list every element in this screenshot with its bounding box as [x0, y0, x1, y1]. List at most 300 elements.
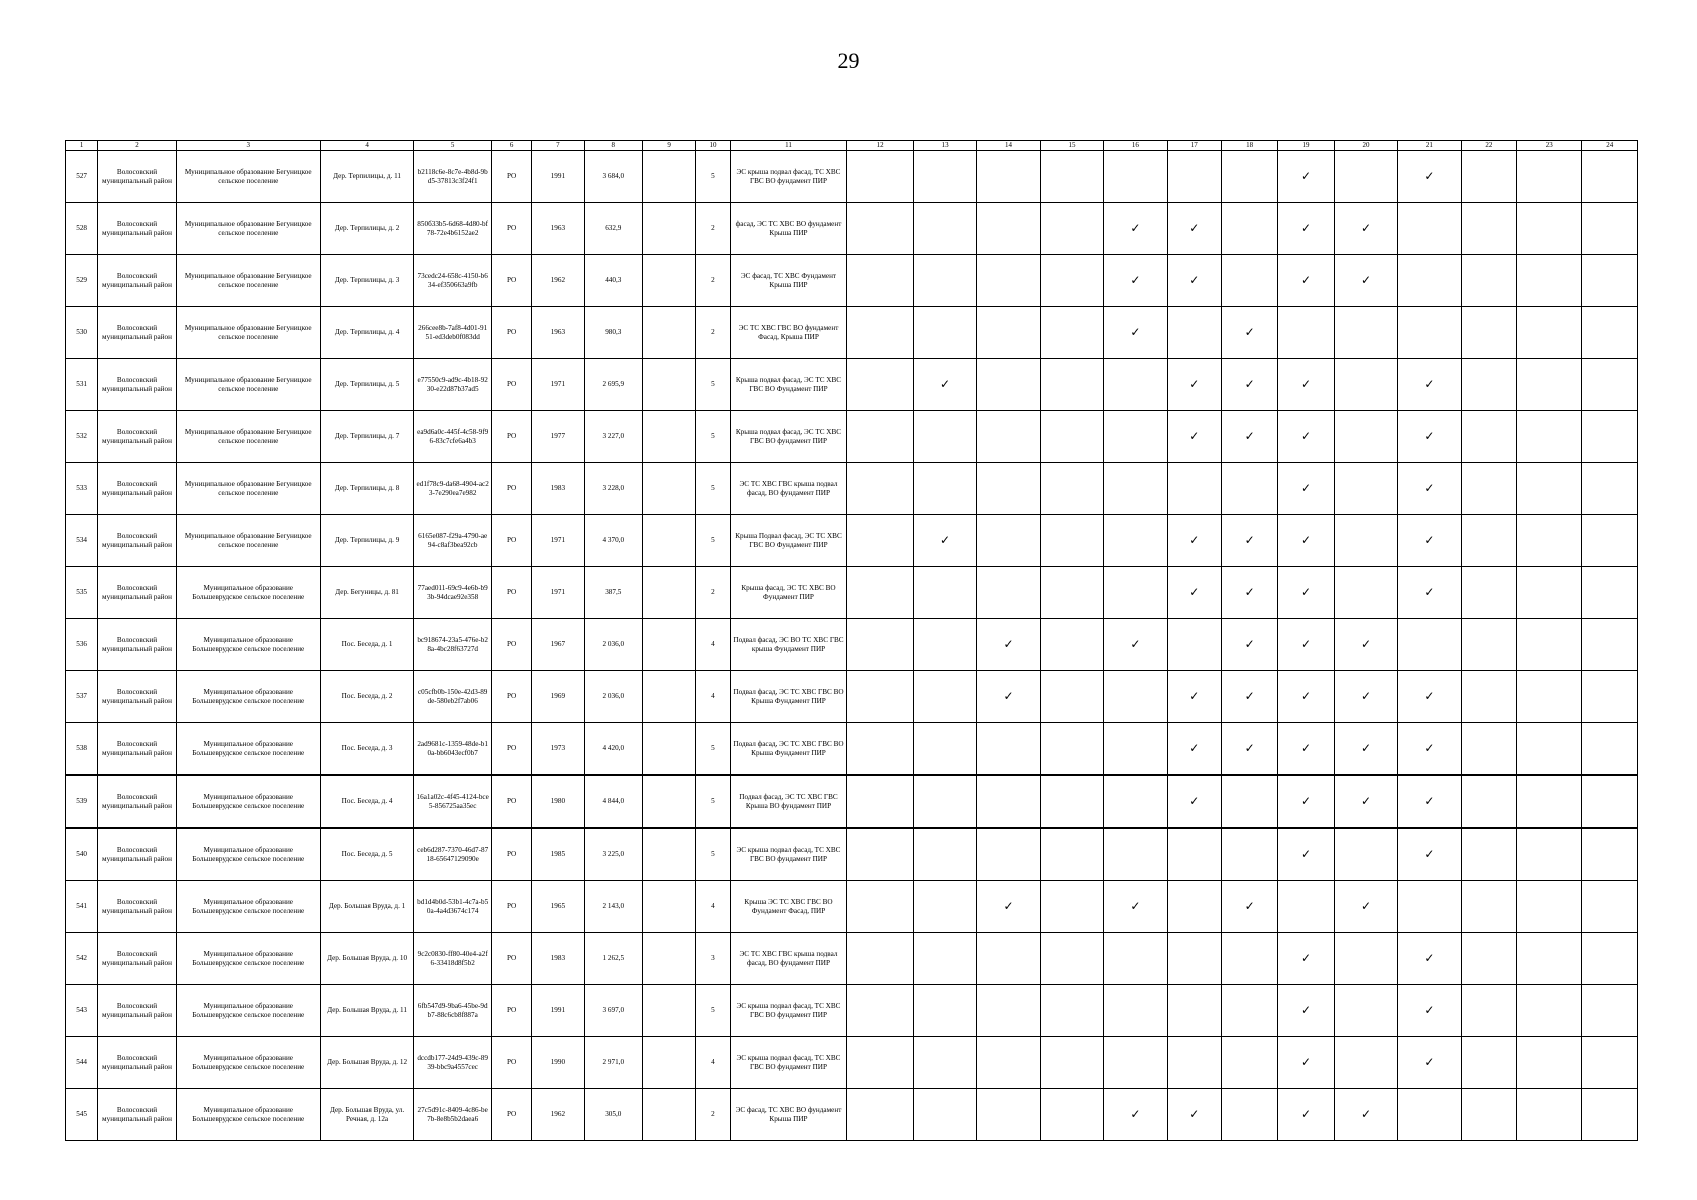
empty-cell — [1461, 619, 1516, 671]
cell-col-2: Волосовский муниципальный район — [98, 307, 177, 359]
empty-cell — [913, 567, 976, 619]
cell-col-1: 537 — [66, 671, 98, 723]
cell-col-8: 3 697,0 — [584, 985, 642, 1037]
check-mark-icon: ✓ — [1398, 151, 1461, 203]
check-mark-icon: ✓ — [977, 881, 1040, 933]
column-header-8: 8 — [584, 141, 642, 151]
empty-cell — [1167, 985, 1221, 1037]
cell-col-2: Волосовский муниципальный район — [98, 515, 177, 567]
empty-cell — [847, 203, 913, 255]
cell-col-6: РО — [491, 307, 531, 359]
cell-col-5: ed1f78c9-da68-4904-ac23-7e290ea7e982 — [414, 463, 492, 515]
check-mark-icon: ✓ — [1398, 411, 1461, 463]
page-number: 29 — [837, 48, 860, 73]
cell-col-10: 5 — [696, 775, 730, 828]
empty-cell — [1461, 411, 1516, 463]
table-row — [66, 723, 1638, 776]
column-header-7: 7 — [532, 141, 584, 151]
cell-col-8: 2 971,0 — [584, 1037, 642, 1089]
column-header-6: 6 — [491, 141, 531, 151]
check-mark-icon: ✓ — [1221, 881, 1277, 933]
empty-cell — [1167, 881, 1221, 933]
check-mark-icon: ✓ — [1398, 828, 1461, 881]
check-mark-icon: ✓ — [1221, 359, 1277, 411]
cell-col-11: Крыша ЭС ТС ХВС ГВС ВО Фундамент Фасад, ПИР — [730, 881, 847, 933]
empty-cell — [1461, 203, 1516, 255]
empty-cell — [1398, 203, 1461, 255]
cell-col-4: Дер. Бегуницы, д. 81 — [320, 567, 414, 619]
cell-col-3: Муниципальное образование Бегуницкое сельское поселение — [176, 463, 320, 515]
empty-cell — [1167, 1037, 1221, 1089]
cell-col-3: Муниципальное образование Большеврудское сельское поселение — [176, 619, 320, 671]
empty-cell — [977, 985, 1040, 1037]
check-mark-icon: ✓ — [1167, 255, 1221, 307]
cell-col-11: фасад, ЭС ТС ХВС ВО фундамент Крыша ПИР — [730, 203, 847, 255]
buildings-table — [65, 140, 1638, 1141]
table-row — [66, 828, 1638, 881]
empty-cell — [1582, 255, 1638, 307]
cell-col-5: bc918674-23a5-476e-b28a-4bc28f63727d — [414, 619, 492, 671]
empty-cell — [1517, 359, 1582, 411]
empty-cell — [642, 881, 695, 933]
cell-col-10: 2 — [696, 307, 730, 359]
empty-cell — [642, 203, 695, 255]
check-mark-icon: ✓ — [1167, 1089, 1221, 1141]
cell-col-10: 5 — [696, 985, 730, 1037]
check-mark-icon: ✓ — [1334, 1089, 1397, 1141]
cell-col-8: 3 225,0 — [584, 828, 642, 881]
cell-col-1: 542 — [66, 933, 98, 985]
cell-col-4: Пос. Беседа, д. 4 — [320, 775, 414, 828]
column-header-22: 22 — [1461, 141, 1516, 151]
cell-col-10: 2 — [696, 567, 730, 619]
cell-col-3: Муниципальное образование Большеврудское сельское поселение — [176, 881, 320, 933]
cell-col-3: Муниципальное образование Большеврудское сельское поселение — [176, 775, 320, 828]
cell-col-7: 1983 — [532, 933, 584, 985]
empty-cell — [1278, 881, 1334, 933]
empty-cell — [977, 1037, 1040, 1089]
empty-cell — [913, 411, 976, 463]
cell-col-5: 16a1a02c-4f45-4124-bce5-856725aa35ec — [414, 775, 492, 828]
empty-cell — [1582, 775, 1638, 828]
cell-col-1: 527 — [66, 151, 98, 203]
check-mark-icon: ✓ — [1398, 1037, 1461, 1089]
cell-col-11: Подвал фасад, ЭС ТС ХВС ГВС ВО Крыша Фундамент ПИР — [730, 671, 847, 723]
column-header-4: 4 — [320, 141, 414, 151]
column-header-3: 3 — [176, 141, 320, 151]
empty-cell — [847, 985, 913, 1037]
cell-col-11: ЭС ТС ХВС ГВС крыша подвал фасад, ВО фундамент ПИР — [730, 463, 847, 515]
check-mark-icon: ✓ — [1398, 671, 1461, 723]
cell-col-7: 1991 — [532, 151, 584, 203]
column-header-13: 13 — [913, 141, 976, 151]
cell-col-5: 6165e087-f29a-4790-ae94-c8af3bea92cb — [414, 515, 492, 567]
column-number-row — [66, 141, 1638, 151]
empty-cell — [977, 151, 1040, 203]
empty-cell — [1334, 985, 1397, 1037]
empty-cell — [642, 775, 695, 828]
cell-col-4: Дер. Большая Вруда, д. 1 — [320, 881, 414, 933]
empty-cell — [1582, 1089, 1638, 1141]
empty-cell — [642, 828, 695, 881]
empty-cell — [913, 307, 976, 359]
check-mark-icon: ✓ — [1104, 203, 1167, 255]
empty-cell — [1334, 307, 1397, 359]
cell-col-6: РО — [491, 411, 531, 463]
cell-col-2: Волосовский муниципальный район — [98, 671, 177, 723]
empty-cell — [1104, 775, 1167, 828]
cell-col-6: РО — [491, 933, 531, 985]
cell-col-1: 541 — [66, 881, 98, 933]
empty-cell — [1040, 1089, 1103, 1141]
cell-col-5: e77550c9-ad9c-4b18-9230-e22d87b37ad5 — [414, 359, 492, 411]
empty-cell — [1167, 463, 1221, 515]
empty-cell — [1334, 933, 1397, 985]
cell-col-10: 4 — [696, 619, 730, 671]
cell-col-2: Волосовский муниципальный район — [98, 255, 177, 307]
cell-col-7: 1971 — [532, 567, 584, 619]
check-mark-icon: ✓ — [1278, 985, 1334, 1037]
empty-cell — [1461, 671, 1516, 723]
empty-cell — [913, 1037, 976, 1089]
cell-col-11: ЭС фасад, ТС ХВС Фундамент Крыша ПИР — [730, 255, 847, 307]
empty-cell — [642, 985, 695, 1037]
check-mark-icon: ✓ — [1167, 515, 1221, 567]
cell-col-7: 1971 — [532, 515, 584, 567]
empty-cell — [1398, 307, 1461, 359]
empty-cell — [847, 619, 913, 671]
empty-cell — [1517, 463, 1582, 515]
cell-col-1: 534 — [66, 515, 98, 567]
empty-cell — [1104, 723, 1167, 776]
column-header-17: 17 — [1167, 141, 1221, 151]
cell-col-1: 529 — [66, 255, 98, 307]
empty-cell — [1040, 671, 1103, 723]
cell-col-11: Подвал фасад, ЭС ТС ХВС ГВС ВО Крыша Фундамент ПИР — [730, 723, 847, 776]
empty-cell — [1104, 463, 1167, 515]
cell-col-3: Муниципальное образование Большеврудское сельское поселение — [176, 567, 320, 619]
empty-cell — [1221, 775, 1277, 828]
check-mark-icon: ✓ — [1104, 881, 1167, 933]
cell-col-6: РО — [491, 671, 531, 723]
check-mark-icon: ✓ — [1221, 723, 1277, 776]
column-header-5: 5 — [414, 141, 492, 151]
check-mark-icon: ✓ — [1398, 723, 1461, 776]
cell-col-11: ЭС крыша подвал фасад, ТС ХВС ГВС ВО фундамент ПИР — [730, 1037, 847, 1089]
check-mark-icon: ✓ — [913, 515, 976, 567]
empty-cell — [1040, 828, 1103, 881]
check-mark-icon: ✓ — [1334, 671, 1397, 723]
empty-cell — [977, 203, 1040, 255]
empty-cell — [1104, 828, 1167, 881]
empty-cell — [977, 723, 1040, 776]
check-mark-icon: ✓ — [1278, 1089, 1334, 1141]
cell-col-7: 1969 — [532, 671, 584, 723]
cell-col-8: 632,9 — [584, 203, 642, 255]
column-header-1: 1 — [66, 141, 98, 151]
cell-col-6: РО — [491, 151, 531, 203]
cell-col-2: Волосовский муниципальный район — [98, 1089, 177, 1141]
cell-col-2: Волосовский муниципальный район — [98, 985, 177, 1037]
empty-cell — [1582, 463, 1638, 515]
empty-cell — [1517, 1037, 1582, 1089]
check-mark-icon: ✓ — [1104, 619, 1167, 671]
cell-col-3: Муниципальное образование Бегуницкое сельское поселение — [176, 411, 320, 463]
cell-col-3: Муниципальное образование Бегуницкое сельское поселение — [176, 515, 320, 567]
cell-col-7: 1963 — [532, 307, 584, 359]
check-mark-icon: ✓ — [1278, 567, 1334, 619]
check-mark-icon: ✓ — [1398, 515, 1461, 567]
cell-col-6: РО — [491, 515, 531, 567]
empty-cell — [642, 933, 695, 985]
cell-col-8: 3 684,0 — [584, 151, 642, 203]
empty-cell — [1040, 515, 1103, 567]
cell-col-5: ceb6d287-7370-46d7-8718-65647129090e — [414, 828, 492, 881]
check-mark-icon: ✓ — [1278, 619, 1334, 671]
empty-cell — [847, 1089, 913, 1141]
cell-col-1: 528 — [66, 203, 98, 255]
check-mark-icon: ✓ — [1221, 567, 1277, 619]
table-row — [66, 567, 1638, 619]
cell-col-1: 545 — [66, 1089, 98, 1141]
cell-col-11: ЭС крыша подвал фасад, ТС ХВС ГВС ВО фундамент ПИР — [730, 985, 847, 1037]
empty-cell — [913, 881, 976, 933]
check-mark-icon: ✓ — [1278, 203, 1334, 255]
empty-cell — [1040, 775, 1103, 828]
cell-col-4: Дер. Терпилицы, д. 5 — [320, 359, 414, 411]
cell-col-8: 2 695,9 — [584, 359, 642, 411]
cell-col-2: Волосовский муниципальный район — [98, 359, 177, 411]
column-header-14: 14 — [977, 141, 1040, 151]
empty-cell — [1334, 359, 1397, 411]
cell-col-10: 4 — [696, 671, 730, 723]
cell-col-3: Муниципальное образование Бегуницкое сельское поселение — [176, 359, 320, 411]
empty-cell — [1334, 567, 1397, 619]
cell-col-10: 5 — [696, 359, 730, 411]
empty-cell — [1517, 985, 1582, 1037]
cell-col-3: Муниципальное образование Большеврудское сельское поселение — [176, 723, 320, 776]
empty-cell — [1167, 307, 1221, 359]
cell-col-11: ЭС ТС ХВС ГВС крыша подвал фасад, ВО фундамент ПИР — [730, 933, 847, 985]
cell-col-11: ЭС крыша подвал фасад, ТС ХВС ГВС ВО фундамент ПИР — [730, 151, 847, 203]
cell-col-7: 1965 — [532, 881, 584, 933]
empty-cell — [1517, 203, 1582, 255]
empty-cell — [847, 255, 913, 307]
cell-col-5: 6fb547d9-9ba6-45be-9db7-88c6cb8f887a — [414, 985, 492, 1037]
empty-cell — [1040, 411, 1103, 463]
empty-cell — [847, 411, 913, 463]
empty-cell — [977, 255, 1040, 307]
check-mark-icon: ✓ — [1278, 411, 1334, 463]
empty-cell — [913, 203, 976, 255]
cell-col-8: 4 370,0 — [584, 515, 642, 567]
empty-cell — [1040, 567, 1103, 619]
column-header-21: 21 — [1398, 141, 1461, 151]
empty-cell — [1582, 151, 1638, 203]
cell-col-11: ЭС ТС ХВС ГВС ВО фундамент Фасад, Крыша ПИР — [730, 307, 847, 359]
empty-cell — [642, 463, 695, 515]
table-row — [66, 255, 1638, 307]
empty-cell — [1334, 411, 1397, 463]
empty-cell — [1167, 151, 1221, 203]
empty-cell — [1461, 463, 1516, 515]
cell-col-4: Дер. Терпилицы, д. 11 — [320, 151, 414, 203]
empty-cell — [1104, 359, 1167, 411]
cell-col-6: РО — [491, 255, 531, 307]
cell-col-5: 9c2c0830-ff80-40e4-a2f6-33418d8f5b2 — [414, 933, 492, 985]
empty-cell — [1040, 203, 1103, 255]
empty-cell — [1517, 307, 1582, 359]
empty-cell — [977, 463, 1040, 515]
cell-col-7: 1983 — [532, 463, 584, 515]
table-row — [66, 985, 1638, 1037]
cell-col-5: 27c5d91c-8409-4c86-be7b-8e8b5b2daea6 — [414, 1089, 492, 1141]
cell-col-8: 3 228,0 — [584, 463, 642, 515]
empty-cell — [1582, 671, 1638, 723]
cell-col-2: Волосовский муниципальный район — [98, 881, 177, 933]
cell-col-5: b2118c6e-8c7e-4b8d-9bd5-37813c3f24f1 — [414, 151, 492, 203]
empty-cell — [642, 151, 695, 203]
column-header-20: 20 — [1334, 141, 1397, 151]
empty-cell — [1398, 255, 1461, 307]
cell-col-10: 5 — [696, 151, 730, 203]
cell-col-4: Пос. Беседа, д. 5 — [320, 828, 414, 881]
empty-cell — [1461, 307, 1516, 359]
empty-cell — [1582, 411, 1638, 463]
empty-cell — [1104, 933, 1167, 985]
cell-col-5: dccdb177-24d9-439c-8939-bbc9a4557cec — [414, 1037, 492, 1089]
empty-cell — [1040, 933, 1103, 985]
empty-cell — [913, 151, 976, 203]
column-header-2: 2 — [98, 141, 177, 151]
cell-col-1: 530 — [66, 307, 98, 359]
check-mark-icon: ✓ — [1278, 359, 1334, 411]
check-mark-icon: ✓ — [1167, 359, 1221, 411]
empty-cell — [642, 255, 695, 307]
empty-cell — [1461, 828, 1516, 881]
empty-cell — [847, 567, 913, 619]
cell-col-2: Волосовский муниципальный район — [98, 1037, 177, 1089]
empty-cell — [1517, 151, 1582, 203]
empty-cell — [1104, 985, 1167, 1037]
empty-cell — [977, 933, 1040, 985]
empty-cell — [1582, 567, 1638, 619]
empty-cell — [847, 671, 913, 723]
empty-cell — [1517, 671, 1582, 723]
empty-cell — [1040, 985, 1103, 1037]
check-mark-icon: ✓ — [1104, 255, 1167, 307]
check-mark-icon: ✓ — [1167, 411, 1221, 463]
empty-cell — [1582, 307, 1638, 359]
column-header-11: 11 — [730, 141, 847, 151]
table-row — [66, 881, 1638, 933]
cell-col-8: 2 036,0 — [584, 619, 642, 671]
cell-col-6: РО — [491, 567, 531, 619]
cell-col-4: Дер. Большая Вруда, д. 10 — [320, 933, 414, 985]
cell-col-4: Дер. Терпилицы, д. 9 — [320, 515, 414, 567]
empty-cell — [642, 1037, 695, 1089]
empty-cell — [642, 515, 695, 567]
empty-cell — [1104, 1037, 1167, 1089]
empty-cell — [1517, 775, 1582, 828]
cell-col-7: 1962 — [532, 1089, 584, 1141]
cell-col-11: ЭС фасад, ТС ХВС ВО фундамент Крыша ПИР — [730, 1089, 847, 1141]
empty-cell — [913, 671, 976, 723]
cell-col-4: Пос. Беседа, д. 2 — [320, 671, 414, 723]
cell-col-8: 980,3 — [584, 307, 642, 359]
check-mark-icon: ✓ — [977, 671, 1040, 723]
empty-cell — [847, 775, 913, 828]
check-mark-icon: ✓ — [1278, 933, 1334, 985]
empty-cell — [1582, 933, 1638, 985]
empty-cell — [1461, 881, 1516, 933]
cell-col-3: Муниципальное образование Большеврудское сельское поселение — [176, 671, 320, 723]
empty-cell — [1398, 619, 1461, 671]
cell-col-7: 1973 — [532, 723, 584, 776]
check-mark-icon: ✓ — [1278, 671, 1334, 723]
cell-col-2: Волосовский муниципальный район — [98, 933, 177, 985]
empty-cell — [1221, 151, 1277, 203]
empty-cell — [1582, 359, 1638, 411]
cell-col-6: РО — [491, 775, 531, 828]
cell-col-8: 2 143,0 — [584, 881, 642, 933]
column-header-9: 9 — [642, 141, 695, 151]
empty-cell — [1517, 619, 1582, 671]
empty-cell — [642, 1089, 695, 1141]
empty-cell — [1040, 255, 1103, 307]
cell-col-5: ea9d6a0c-445f-4c58-9f96-83c7cfe6a4b3 — [414, 411, 492, 463]
cell-col-5: 850б33b5-6d68-4d80-bf78-72e4b6152ae2 — [414, 203, 492, 255]
empty-cell — [1582, 515, 1638, 567]
check-mark-icon: ✓ — [1334, 203, 1397, 255]
cell-col-3: Муниципальное образование Большеврудское сельское поселение — [176, 933, 320, 985]
empty-cell — [1582, 881, 1638, 933]
table-row — [66, 515, 1638, 567]
cell-col-1: 539 — [66, 775, 98, 828]
empty-cell — [977, 828, 1040, 881]
cell-col-4: Дер. Терпилицы, д. 8 — [320, 463, 414, 515]
empty-cell — [1517, 723, 1582, 776]
empty-cell — [1104, 567, 1167, 619]
cell-col-11: Подвал фасад, ЭС ТС ХВС ГВС Крыша ВО фундамент ПИР — [730, 775, 847, 828]
cell-col-3: Муниципальное образование Бегуницкое сельское поселение — [176, 255, 320, 307]
empty-cell — [913, 828, 976, 881]
cell-col-3: Муниципальное образование Большеврудское сельское поселение — [176, 828, 320, 881]
check-mark-icon: ✓ — [1334, 723, 1397, 776]
empty-cell — [1278, 307, 1334, 359]
cell-col-11: Подвал фасад, ЭС ВО ТС ХВС ГВС крыша Фундамент ПИР — [730, 619, 847, 671]
empty-cell — [642, 671, 695, 723]
cell-col-1: 531 — [66, 359, 98, 411]
empty-cell — [847, 933, 913, 985]
cell-col-6: РО — [491, 723, 531, 776]
empty-cell — [1582, 203, 1638, 255]
cell-col-6: РО — [491, 463, 531, 515]
cell-col-3: Муниципальное образование Бегуницкое сельское поселение — [176, 151, 320, 203]
empty-cell — [913, 1089, 976, 1141]
empty-cell — [847, 1037, 913, 1089]
cell-col-6: РО — [491, 203, 531, 255]
cell-col-2: Волосовский муниципальный район — [98, 723, 177, 776]
cell-col-10: 2 — [696, 203, 730, 255]
cell-col-10: 5 — [696, 411, 730, 463]
cell-col-10: 5 — [696, 463, 730, 515]
empty-cell — [1517, 933, 1582, 985]
empty-cell — [1398, 1089, 1461, 1141]
check-mark-icon: ✓ — [1398, 775, 1461, 828]
check-mark-icon: ✓ — [913, 359, 976, 411]
cell-col-5: bd1d4b0d-53b1-4c7a-b50a-4a4d3674c174 — [414, 881, 492, 933]
